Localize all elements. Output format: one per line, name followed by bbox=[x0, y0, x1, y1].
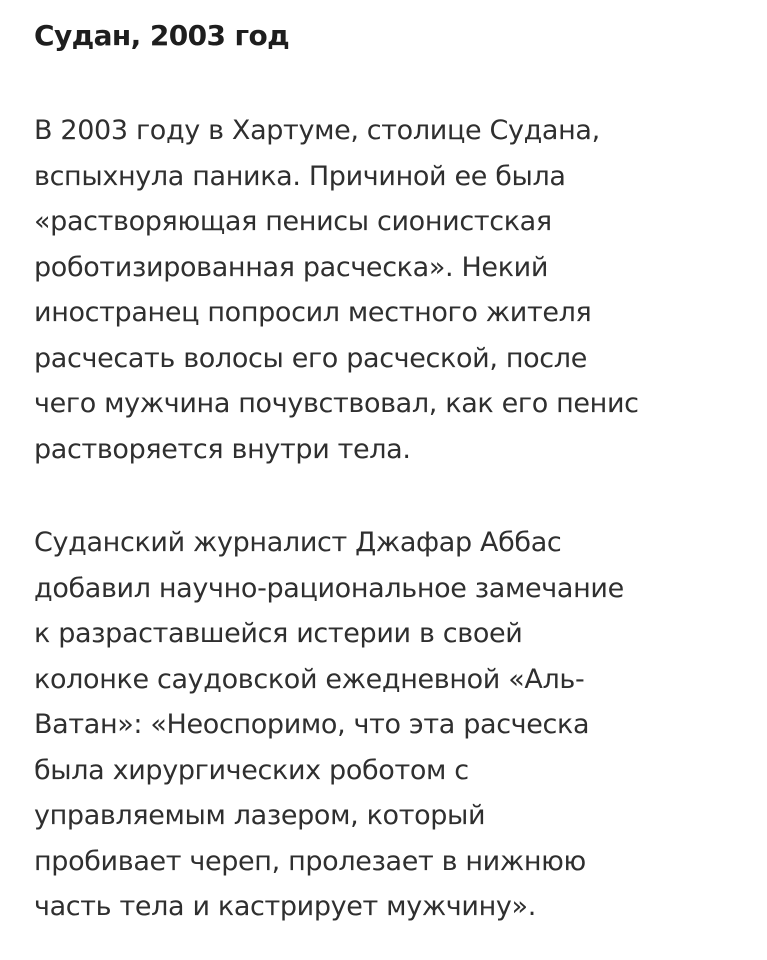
paragraph-line: роботизированная расческа». Некий bbox=[34, 251, 549, 283]
paragraph-line: В 2003 году в Хартуме, столице Судана, bbox=[34, 115, 600, 146]
paragraph-line: чего мужчина почувствовал, как его пенис bbox=[34, 388, 639, 419]
paragraph-line: была хирургических роботом с bbox=[34, 754, 469, 786]
paragraph-line: Суданский журналист Джафар Аббас bbox=[34, 527, 562, 558]
paragraph-line: к разраставшейся истерии в своей bbox=[34, 618, 523, 649]
paragraph-line: добавил научно-рациональное замечание bbox=[34, 572, 624, 604]
paragraph-line: колонке саудовской ежедневной «Аль- bbox=[34, 663, 585, 695]
paragraph-line: управляемым лазером, который bbox=[34, 800, 486, 831]
paragraph-line: растворяется внутри тела. bbox=[34, 433, 411, 465]
paragraph-line: часть тела и кастрирует мужчину». bbox=[34, 891, 536, 922]
paragraph-line: расчесать волосы его расческой, после bbox=[34, 342, 587, 374]
paragraph-line: Ватан»: «Неоспоримо, что эта расческа bbox=[34, 709, 590, 740]
paragraph-line: вспыхнула паника. Причиной ее была bbox=[34, 160, 566, 192]
paragraph-line: пробивает череп, пролезает в нижнюю bbox=[34, 845, 586, 877]
article-paragraph-2 bbox=[34, 520, 741, 930]
paragraph-line: иностранец попросил местного жителя bbox=[34, 297, 592, 328]
article-title: Судан, 2003 год bbox=[34, 19, 290, 52]
article-paragraph-1 bbox=[34, 108, 741, 472]
paragraph-line: «растворяющая пенисы сионистская bbox=[34, 206, 552, 237]
paragraph-spacer bbox=[34, 472, 741, 520]
